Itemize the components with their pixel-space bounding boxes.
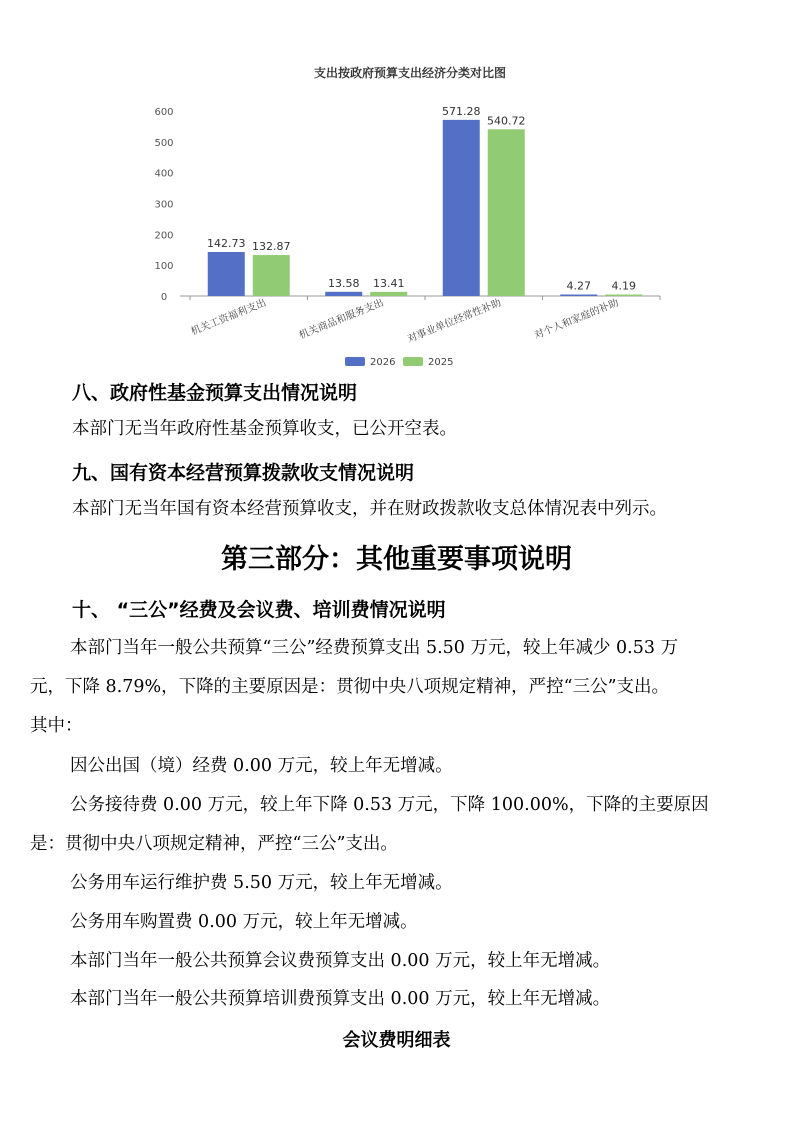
y-tick-label: 200 (154, 230, 174, 242)
bar-2026 (443, 120, 480, 296)
legend-label: 2025 (428, 357, 454, 368)
data-label: 132.87 (252, 240, 291, 254)
data-label: 142.73 (207, 236, 246, 250)
vehicle-purchase-text: 公务用车购置费 0.00 万元，较上年无增减。 (70, 912, 418, 932)
bar-2025 (253, 255, 290, 296)
data-label: 571.28 (442, 104, 481, 118)
x-category-label: 对个人和家庭的补助 (532, 297, 621, 342)
data-label: 4.19 (611, 279, 636, 293)
expenditure-bar-chart (150, 60, 690, 380)
bar-2026 (208, 252, 245, 296)
bar-2026 (560, 295, 597, 297)
y-tick-label: 100 (154, 261, 174, 273)
section-8-text: 本部门无当年政府性基金预算收支，已公开空表。 (72, 419, 457, 439)
data-label: 13.41 (373, 276, 405, 290)
legend-swatch-2026 (345, 357, 365, 366)
three-public-para-line2: 元，下降 8.79%，下降的主要原因是：贯彻中央八项规定精神，严控“三公”支出。 (30, 677, 670, 697)
three-public-para-line3: 其中： (30, 716, 83, 736)
section-9-text: 本部门无当年国有资本经营预算收支，并在财政拨款收支总体情况表中列示。 (72, 499, 667, 519)
x-category-label: 对事业单位经常性补助 (406, 297, 503, 346)
reception-expense-line2: 是：贯彻中央八项规定精神，严控“三公”支出。 (30, 834, 398, 854)
bar-2025 (370, 292, 407, 296)
section-10-heading: 十、 “三公”经费及会议费、培训费情况说明 (72, 599, 446, 621)
y-tick-label: 500 (154, 137, 174, 149)
meeting-table-title: 会议费明细表 (342, 1030, 451, 1051)
part-3-heading: 第三部分：其他重要事项说明 (221, 544, 572, 575)
y-tick-label: 300 (154, 199, 174, 211)
reception-expense-line1: 公务接待费 0.00 万元，较上年下降 0.53 万元，下降 100.00%，下降的主要原因 (70, 795, 709, 815)
abroad-expense-text: 因公出国（境）经费 0.00 万元，较上年无增减。 (70, 756, 453, 776)
bar-2026 (325, 292, 362, 296)
vehicle-operation-text: 公务用车运行维护费 5.50 万元，较上年无增减。 (70, 873, 453, 893)
y-tick-label: 400 (154, 168, 174, 180)
section-9-heading: 九、国有资本经营预算拨款收支情况说明 (72, 462, 415, 484)
bar-2025 (488, 129, 525, 296)
legend-swatch-2025 (403, 357, 423, 366)
chart-title: 支出按政府预算支出经济分类对比图 (313, 66, 507, 80)
x-category-label: 机关商品和服务支出 (297, 297, 386, 342)
chart-legend (345, 357, 453, 368)
section-8-heading: 八、政府性基金预算支出情况说明 (72, 382, 358, 404)
x-category-label: 机关工资福利支出 (189, 297, 268, 338)
training-expense-text: 本部门当年一般公共预算培训费预算支出 0.00 万元，较上年无增减。 (70, 989, 611, 1009)
y-tick-label: 600 (154, 107, 174, 118)
meeting-expense-text: 本部门当年一般公共预算会议费预算支出 0.00 万元，较上年无增减。 (70, 951, 611, 971)
bar-2025 (605, 295, 642, 297)
data-label: 540.72 (487, 114, 526, 128)
chart-bars (207, 105, 642, 296)
y-tick-label: 0 (160, 292, 168, 303)
data-label: 13.58 (328, 276, 360, 290)
legend-label: 2026 (370, 357, 396, 368)
three-public-para-line1: 本部门当年一般公共预算“三公”经费预算支出 5.50 万元，较上年减少 0.53 万 (70, 638, 679, 658)
data-label: 4.27 (566, 279, 591, 293)
chart-axes (154, 104, 660, 346)
